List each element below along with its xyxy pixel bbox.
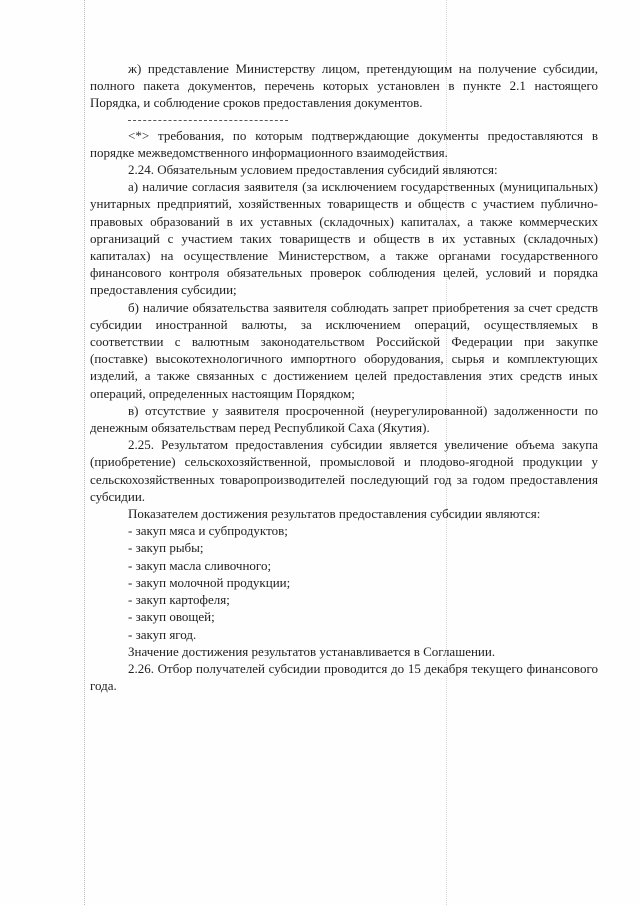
list-item: - закуп овощей; [128,609,215,625]
paragraph-indicators: Показателем достижения результатов предоставления субсидии являются: [128,506,541,522]
list-item: - закуп картофеля; [128,592,230,608]
list-item: - закуп мяса и субпродуктов; [128,523,288,539]
list-item: - закуп ягод. [128,626,197,642]
list-item: - закуп молочной продукции; [128,574,291,590]
scan-edge-line [84,0,85,905]
paragraph-2-25: 2.25. Результатом предоставления субсидии является увеличение объема закупа (приобретение) сельскохозяйственной, промысловой и плодово-ягодной продукции у сельскохозяйственных товаропроизводителей последующий год за годом предоставления субсидии. [90,437,598,504]
list-item: - закуп рыбы; [128,540,204,556]
paragraph-zh: ж) представление Министерству лицом, претендующим на получение субсидии, полного пакета документов, перечень которых установлен в пункте 2.1 настоящего Порядка, и соблюдение сроков предоставления документов. [90,61,598,111]
paragraph-2-24-b: б) наличие обязательства заявителя соблюдать запрет приобретения за счет средств субсидии иностранной валюты, за исключением операций, осуществляемых в соответствии с валютным законодательством Российской Федерации при закупке (поставке) высокотехнологичного импортного оборудования, сырья и комплектующих изделий, а также связанных с достижением целей предоставления этих средств иных операций, определенных настоящим Порядком; [90,299,598,401]
footnote-separator [128,120,288,121]
paragraph-footnote: <*> требования, по которым подтверждающие документы предоставляются в порядке межведомственного информационного взаимодействия. [90,127,598,160]
paragraph-2-24: 2.24. Обязательным условием предоставления субсидий являются: [128,162,498,178]
list-item: - закуп масла сливочного; [128,557,272,573]
paragraph-agreement: Значение достижения результатов устанавливается в Соглашении. [128,643,496,659]
paragraph-2-26: 2.26. Отбор получателей субсидии проводится до 15 декабря текущего финансового года. [90,660,598,694]
document-body [90,60,598,694]
paragraph-2-24-a: а) наличие согласия заявителя (за исключением государственных (муниципальных) унитарных предприятий, хозяйственных товариществ и обществ с участием публично-правовых образований в их уставных (складочных) капиталах, а также коммерческих организаций с участием таких товариществ и обществ в их уставных (складочных) капиталах) на осуществление Министерством, а также органами государственного финансового контроля обязательных проверок соблюдения целей, условий и порядка предоставления субсидии; [90,179,598,298]
indicator-list [90,522,598,642]
paragraph-2-24-v: в) отсутствие у заявителя просроченной (неурегулированной) задолженности по денежным обязательствам перед Республикой Саха (Якутия). [90,402,598,436]
